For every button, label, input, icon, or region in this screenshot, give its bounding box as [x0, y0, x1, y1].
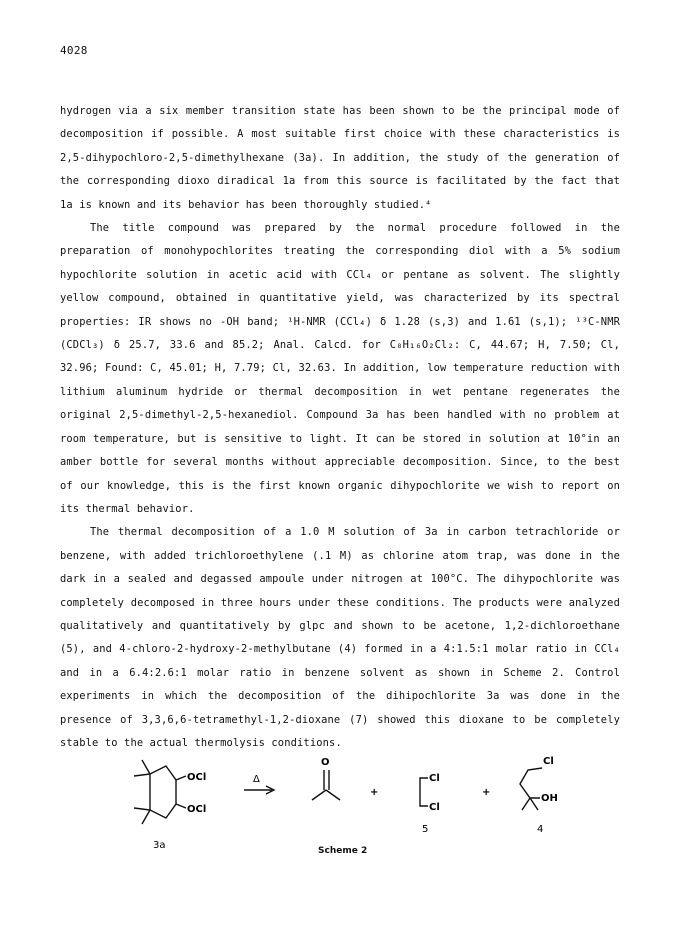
chlorine-upper: Cl — [429, 773, 440, 784]
compound-label-4: 4 — [537, 824, 544, 835]
paragraph-1: hydrogen via a six member transition state has been shown to be the principal mode of decomposition if possible. A most suitable first choice with these characteristics is 2,5-dihypochloro-2,5-dimethylhexane (3a). In addition, the study of the generation of the corresponding dioxo diradical 1a from this source is facilitated by the fact that 1a is known and its behavior has been thoroughly studied.⁴ — [60, 105, 620, 211]
page-number: 4028 — [60, 44, 88, 57]
chlorine-lower: Cl — [429, 802, 440, 813]
chlorohydrin-methyl-bonds — [522, 798, 538, 810]
paragraph-3: The thermal decomposition of a 1.0 M solution of 3a in carbon tetrachloride or benzene, with added trichloroethylene (.1 M) as chlorine atom trap, was done in the dark in a sealed and degassed ampoule under nitrogen at 100°C. The dihypochlorite was completely decomposed in three hours under these conditions. The products were analyzed qualitatively and quantitatively by glpc and shown to be acetone, 1,2-dichloroethane (5), and 4-chloro-2-hydroxy-2-methylbutane (4) formed in a 4:1.5:1 molar ratio in CCl₄ and in a 6.4:2.6:1 molar ratio in benzene solvent as shown in Scheme 2. Control experiments in which the decomposition of the dihipochlorite 3a was done in the presence of 3,3,6,6-tetramethyl-1,2-dioxane (7) showed this dioxane to be completely stable to the actual thermolysis conditions. — [60, 526, 620, 749]
body-text — [60, 100, 620, 755]
reactant-ring — [150, 766, 176, 818]
hydroxyl-group: OH — [541, 793, 558, 804]
carbonyl-double-bond — [324, 770, 329, 790]
plus-sign-2: + — [482, 787, 491, 798]
chlorine-substituent: Cl — [543, 756, 554, 767]
compound-label-3a: 3a — [153, 840, 166, 851]
ocl-group-lower: OCl — [187, 804, 207, 815]
dichloroethane-skeleton — [420, 778, 428, 806]
ocl-group-upper: OCl — [187, 772, 207, 783]
acetone-methyl-bonds — [312, 790, 340, 800]
acetone-oxygen: O — [321, 757, 330, 768]
compound-label-5: 5 — [422, 824, 429, 835]
plus-sign-1: + — [370, 787, 379, 798]
scheme-caption: Scheme 2 — [318, 846, 368, 856]
reactant-substituent-bonds — [176, 776, 186, 808]
reactant-top-methyls — [134, 760, 150, 776]
chlorohydrin-skeleton — [520, 768, 542, 798]
paragraph-2: The title compound was prepared by the normal procedure followed in the preparation of monohypochlorites treating the corresponding diol with a 5% sodium hypochlorite solution in acetic acid with CCl₄ or pentane as solvent. The slightly yellow compound, obtained in quantitative yield, was characterized by its spectral properties: IR shows no -OH band; ¹H-NMR (CCl₄) δ 1.28 (s,3) and 1.61 (s,1); ¹³C-NMR (CDCl₃) δ 25.7, 33.6 and 85.2; Anal. Calcd. for C₈H₁₆O₂Cl₂: C, 44.67; H, 7.50; Cl, 32.96; Found: C, 45.01; H, 7.79; Cl, 32.63. In addition, low temperature reduction with lithium aluminum hydride or thermal decomposition in wet pentane regenerates the original 2,5-dimethyl-2,5-hexanediol. Compound 3a has been handled with no problem at room temperature, but is sensitive to light. It can be stored in solution at 10°in an amber bottle for several months without appreciable decomposition. Since, to the best of our knowledge, this is the first known organic dihypochlorite we wish to report on its thermal behavior. — [60, 222, 620, 515]
heat-symbol: Δ — [253, 774, 260, 785]
reactant-bottom-methyls — [134, 808, 150, 824]
